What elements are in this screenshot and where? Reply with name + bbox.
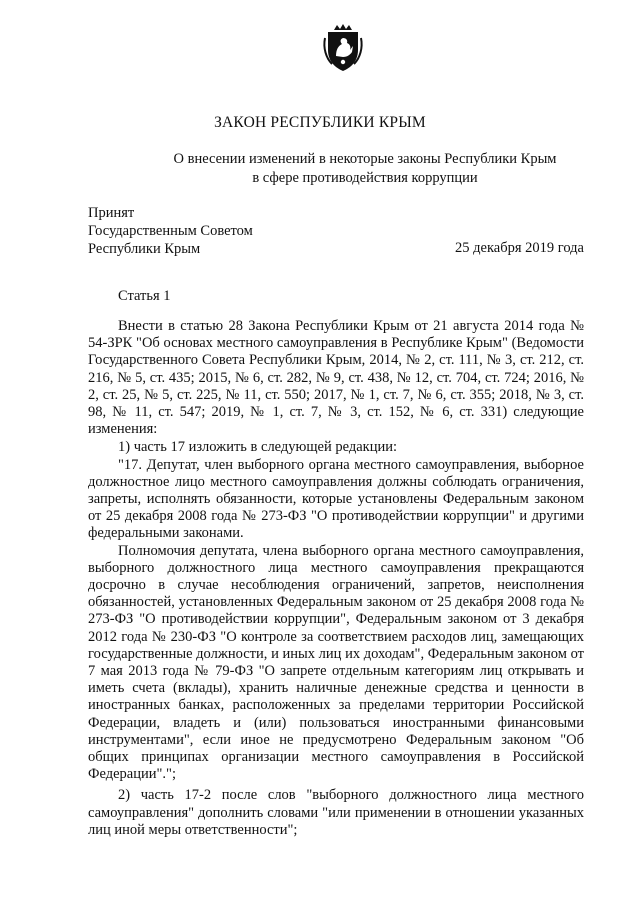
article-paragraph: Полномочия депутата, члена выборного органа местного самоуправления, выборного должностного лица местного самоуправления прекращаются досрочно в случае несоблюдения ограничений, запретов, неисполнения обязанностей, установленных Федеральным законом от 25 декабря 2008 года № 273-ФЗ "О противодействии коррупции", Федеральным законом от 3 декабря 2012 года № 230-ФЗ "О контроле за соответствием расходов лиц, замещающих государственные должности, и иных лиц их доходам", Федеральным законом от 7 мая 2013 года № 79-ФЗ "О запрете отдельным категориям лиц открывать и иметь счета (вклады), хранить наличные денежные средства и ценности в иностранных банках, расположенных за пределами территории Российской Федерации, владеть и (или) пользоваться иностранными финансовыми инструментами", если иное не предусмотрено Федеральным законом "Об общих принципах организации местного самоуправления в Российской Федерации".";: [88, 542, 584, 783]
article-heading: Статья 1: [118, 288, 171, 304]
subtitle-line: О внесении изменений в некоторые законы Республики Крым: [173, 151, 557, 167]
crimea-coat-of-arms-icon: [320, 24, 366, 72]
article-paragraph: 2) часть 17-2 после слов "выборного должностного лица местного самоуправления" дополнить словами "или применении в отношении указанных лиц иной меры ответственности";: [88, 787, 584, 838]
article-paragraph: "17. Депутат, член выборного органа местного самоуправления, выборное должностное лицо местного самоуправления должны соблюдать ограничения, запреты, исполнять обязанности, которые установлены Федеральным законом от 25 декабря 2008 года № 273-ФЗ "О противодействии коррупции" и другими федеральными законами.: [88, 456, 584, 542]
adoption-date: 25 декабря 2019 года: [455, 240, 584, 256]
law-title: ЗАКОН РЕСПУБЛИКИ КРЫМ: [214, 114, 426, 131]
adoption-block: [88, 204, 253, 258]
article-body: [88, 318, 584, 839]
article-paragraph: 1) часть 17 изложить в следующей редакции:: [118, 439, 398, 456]
adoption-line: Государственным Советом: [88, 223, 253, 239]
law-subtitle: [90, 150, 640, 188]
adoption-line: Республики Крым: [88, 241, 201, 257]
adoption-line: Принят: [88, 205, 135, 221]
subtitle-line: в сфере противодействия коррупции: [252, 170, 478, 186]
article-paragraph: Внести в статью 28 Закона Республики Крым от 21 августа 2014 года № 54-ЗРК "Об основах местного самоуправления в Республике Крым" (Ведомости Государственного Совета Республики Крым, 2014, № 2, ст. 111, № 3, ст. 212, ст. 216, № 5, ст. 435; 2015, № 6, ст. 282, № 9, ст. 438, № 12, ст. 704, ст. 724; 2016, № 2, ст. 25, № 5, ст. 225, № 11, ст. 550; 2017, № 1, ст. 7, № 6, ст. 355; 2018, № 3, ст. 98, № 11, ст. 547; 2019, № 1, ст. 7, № 3, ст. 152, № 6, ст. 331) следующие изменения:: [88, 318, 584, 438]
